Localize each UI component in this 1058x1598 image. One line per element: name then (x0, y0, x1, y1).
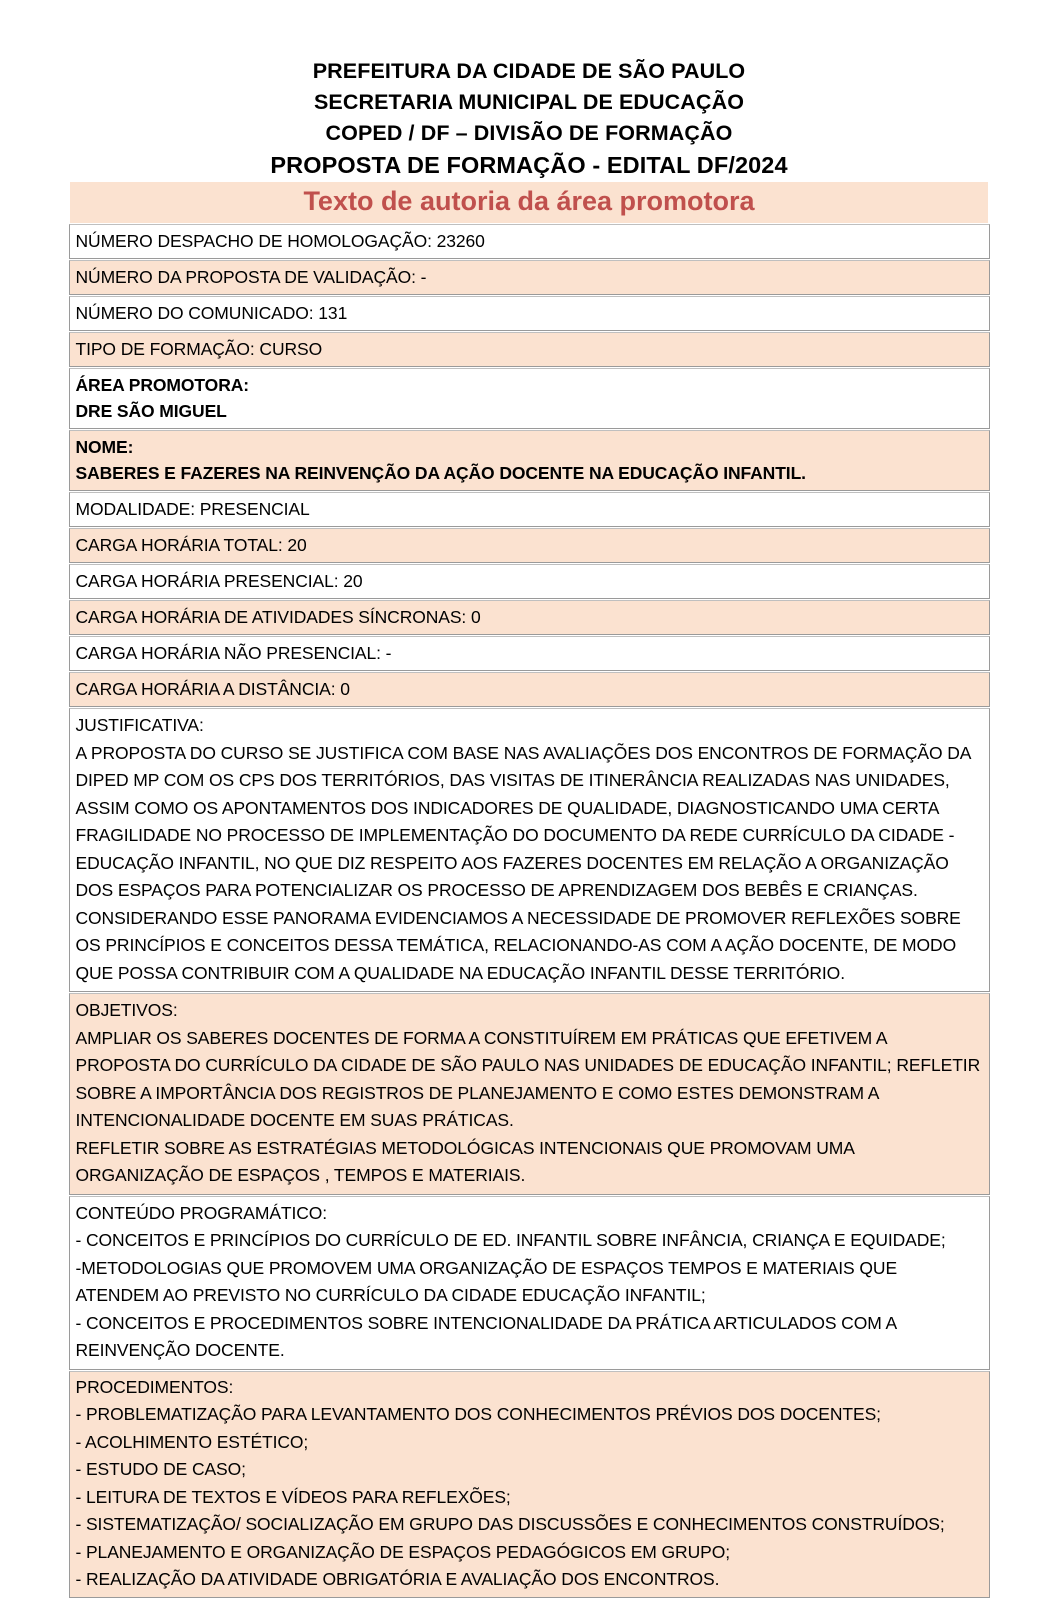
row-modalidade (69, 492, 990, 527)
field-comunicado: NÚMERO DO COMUNICADO: 131 (75, 303, 348, 323)
row-carga-distancia (69, 672, 990, 707)
conteudo-item: -METODOLOGIAS QUE PROMOVEM UMA ORGANIZAÇÃO DE ESPAÇOS TEMPOS E MATERIAIS QUE ATENDEM AO PREVISTO NO CURRÍCULO DA CIDADE EDUCAÇÃO INFANTIL; (75, 1257, 898, 1305)
procedimentos-item: - PROBLEMATIZAÇÃO PARA LEVANTAMENTO DOS CONHECIMENTOS PRÉVIOS DOS DOCENTES; (75, 1404, 881, 1424)
field-carga-total: CARGA HORÁRIA TOTAL: 20 (75, 535, 307, 555)
procedimentos-item: - SISTEMATIZAÇÃO/ SOCIALIZAÇÃO EM GRUPO DAS DISCUSSÕES E CONHECIMENTOS CONSTRUÍDOS; (75, 1514, 945, 1534)
row-carga-sincronas (69, 600, 990, 635)
row-justificativa (69, 708, 990, 992)
row-proposta-validacao (69, 260, 990, 295)
document-header (0, 0, 1058, 182)
row-carga-presencial (69, 564, 990, 599)
row-tipo-formacao (69, 332, 990, 367)
value-area-promotora: DRE SÃO MIGUEL (75, 401, 227, 421)
field-proposta-validacao: NÚMERO DA PROPOSTA DE VALIDAÇÃO: - (75, 267, 427, 287)
procedimentos-item: - ESTUDO DE CASO; (75, 1459, 246, 1479)
row-procedimentos (69, 1371, 990, 1598)
field-carga-presencial: CARGA HORÁRIA PRESENCIAL: 20 (75, 571, 363, 591)
field-carga-nao-presencial: CARGA HORÁRIA NÃO PRESENCIAL: - (75, 643, 392, 663)
objetivos-paragraph: REFLETIR SOBRE AS ESTRATÉGIAS METODOLÓGICAS INTENCIONAIS QUE PROMOVAM UMA ORGANIZAÇÃO DE ESPAÇOS , TEMPOS E MATERIAIS. (75, 1137, 854, 1185)
field-modalidade: MODALIDADE: PRESENCIAL (75, 499, 310, 519)
field-despacho-homologacao: NÚMERO DESPACHO DE HOMOLOGAÇÃO: 23260 (75, 231, 485, 251)
header-line-coped: COPED / DF – DIVISÃO DE FORMAÇÃO (325, 121, 733, 145)
label-nome: NOME: (75, 437, 134, 457)
procedimentos-item: - REALIZAÇÃO DA ATIVIDADE OBRIGATÓRIA E AVALIAÇÃO DOS ENCONTROS. (75, 1569, 720, 1589)
row-conteudo-programatico (69, 1196, 990, 1370)
label-justificativa: JUSTIFICATIVA: (75, 715, 204, 735)
row-area-promotora (69, 368, 990, 429)
procedimentos-item: - ACOLHIMENTO ESTÉTICO; (75, 1431, 309, 1452)
row-carga-total (69, 528, 990, 563)
conteudo-item: - CONCEITOS E PROCEDIMENTOS SOBRE INTENCIONALIDADE DA PRÁTICA ARTICULADOS COM A REINVENÇÃO DOCENTE. (75, 1312, 897, 1360)
label-conteudo-programatico: CONTEÚDO PROGRAMÁTICO: (75, 1202, 328, 1223)
procedimentos-item: - PLANEJAMENTO E ORGANIZAÇÃO DE ESPAÇOS PEDAGÓGICOS EM GRUPO; (75, 1541, 730, 1562)
procedimentos-item: - LEITURA DE TEXTOS E VÍDEOS PARA REFLEXÕES; (75, 1486, 511, 1507)
row-nome (69, 430, 990, 491)
value-nome: SABERES E FAZERES NA REINVENÇÃO DA AÇÃO DOCENTE NA EDUCAÇÃO INFANTIL. (75, 463, 806, 483)
header-line-secretaria: SECRETARIA MUNICIPAL DE EDUCAÇÃO (313, 90, 745, 114)
label-area-promotora: ÁREA PROMOTORA: (75, 375, 250, 395)
justificativa-paragraph: CONSIDERANDO ESSE PANORAMA EVIDENCIAMOS A NECESSIDADE DE PROMOVER REFLEXÕES SOBRE OS PRINCÍPIOS E CONCEITOS DESSA TEMÁTICA, RELACIONANDO-AS COM A AÇÃO DOCENTE, DE MODO QUE POSSA CONTRIBUIR COM A QUALIDADE NA EDUCAÇÃO INFANTIL DESSE TERRITÓRIO. (75, 907, 961, 983)
row-comunicado (69, 296, 990, 331)
header-line-prefeitura: PREFEITURA DA CIDADE DE SÃO PAULO (312, 59, 746, 83)
proposta-table (69, 224, 990, 1598)
objetivos-paragraph: AMPLIAR OS SABERES DOCENTES DE FORMA A CONSTITUÍREM EM PRÁTICAS QUE EFETIVEM A PROPOSTA DO CURRÍCULO DA CIDADE DE SÃO PAULO NAS UNIDADES DE EDUCAÇÃO INFANTIL; REFLETIR SOBRE A IMPORTÂNCIA DOS REGISTROS DE PLANEJAMENTO E COMO ESTES DEMONSTRAM A INTENCIONALIDADE DOCENTE EM SUAS PRÁTICAS. (75, 1027, 981, 1130)
row-carga-nao-presencial (69, 636, 990, 671)
header-line-proposta: PROPOSTA DE FORMAÇÃO - EDITAL DF/2024 (270, 152, 788, 178)
label-objetivos: OBJETIVOS: (75, 1000, 178, 1020)
justificativa-paragraph: A PROPOSTA DO CURSO SE JUSTIFICA COM BASE NAS AVALIAÇÕES DOS ENCONTROS DE FORMAÇÃO DA DIPED MP COM OS CPS DOS TERRITÓRIOS, DAS VISITAS DE ITINERÂNCIA REALIZADAS NAS UNIDADES, ASSIM COMO OS APONTAMENTOS DOS INDICADORES DE QUALIDADE, DIAGNOSTICANDO UMA CERTA FRAGILIDADE NO PROCESSO DE IMPLEMENTAÇÃO DO DOCUMENTO DA REDE CURRÍCULO DA CIDADE - EDUCAÇÃO INFANTIL, NO QUE DIZ RESPEITO AOS FAZERES DOCENTES EM RELAÇÃO A ORGANIZAÇÃO DOS ESPAÇOS PARA POTENCIALIZAR OS PROCESSO DE APRENDIZAGEM DOS BEBÊS E CRIANÇAS. (75, 742, 971, 900)
field-tipo-formacao: TIPO DE FORMAÇÃO: CURSO (75, 339, 323, 359)
banner-texto-autoria (70, 182, 988, 223)
banner-label: Texto de autoria da área promotora (303, 186, 755, 216)
field-carga-distancia: CARGA HORÁRIA A DISTÂNCIA: 0 (75, 679, 350, 699)
row-objetivos (69, 993, 990, 1195)
field-carga-sincronas: CARGA HORÁRIA DE ATIVIDADES SÍNCRONAS: 0 (75, 607, 481, 627)
row-despacho-homologacao (69, 224, 990, 259)
conteudo-item: - CONCEITOS E PRINCÍPIOS DO CURRÍCULO DE ED. INFANTIL SOBRE INFÂNCIA, CRIANÇA E EQUIDADE; (75, 1230, 946, 1250)
label-procedimentos: PROCEDIMENTOS: (75, 1376, 234, 1397)
